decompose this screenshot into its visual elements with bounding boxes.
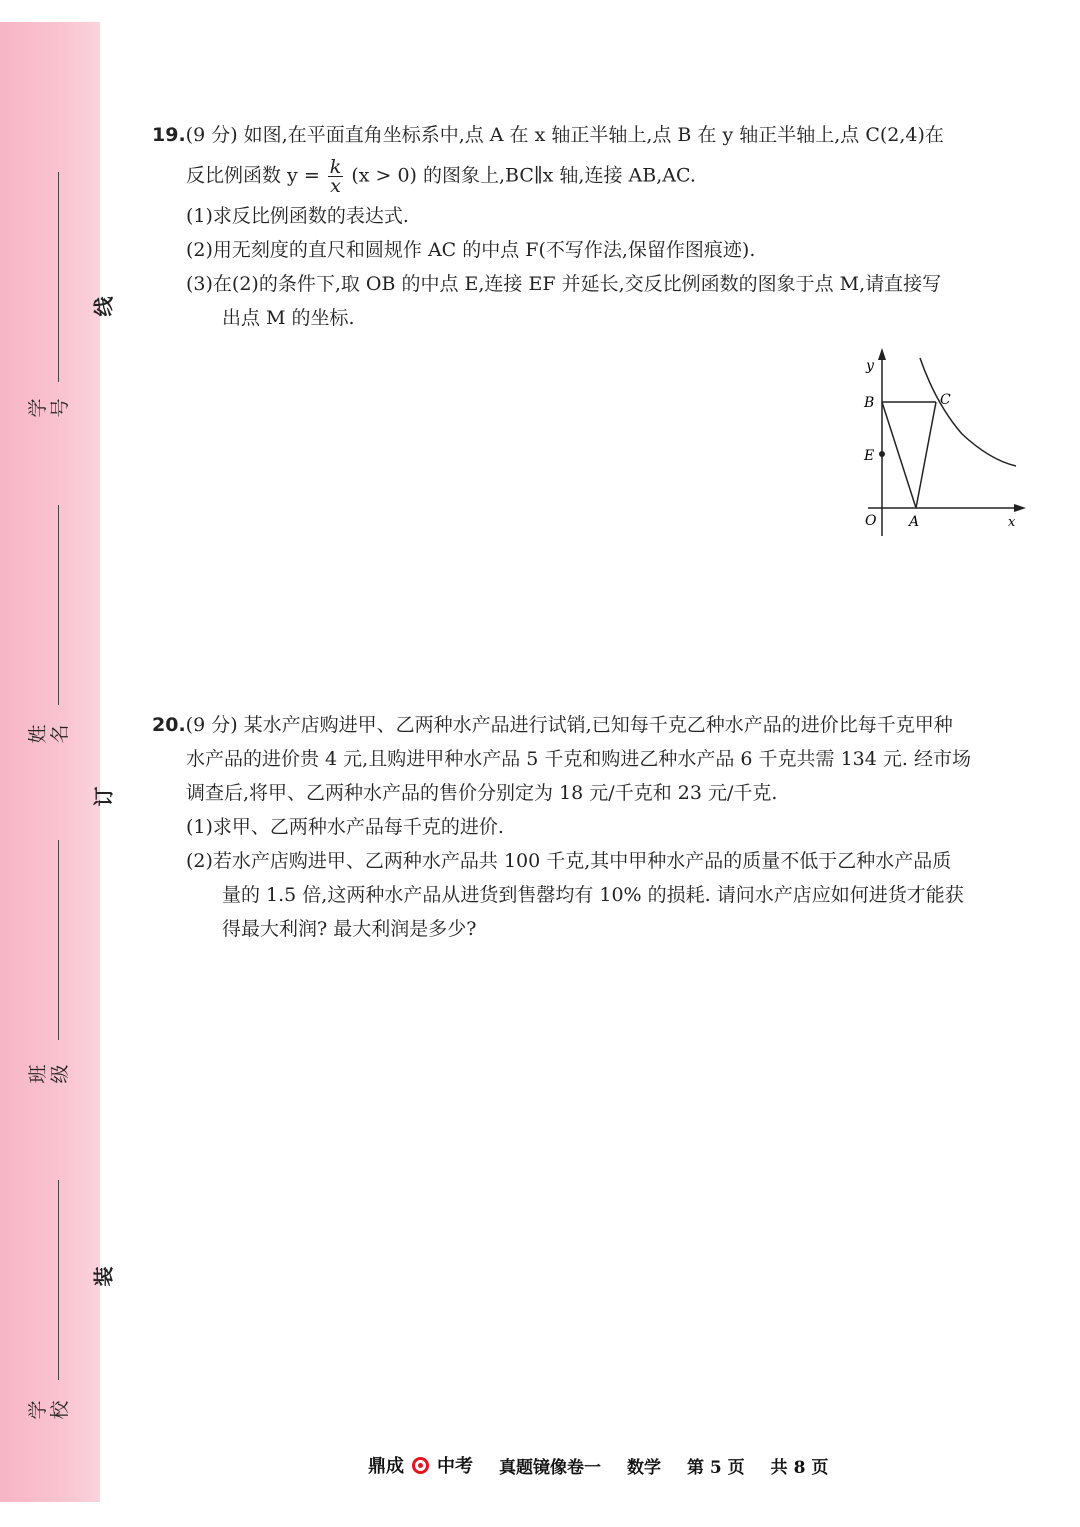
segment-ab xyxy=(882,402,916,508)
school-line xyxy=(58,1180,59,1380)
student-id-line xyxy=(58,172,59,382)
fraction-numerator: k xyxy=(329,156,342,178)
question-20-line-2: 水产品的进价贵 4 元,且购进甲种水产品 5 千克和购进乙种水产品 6 千克共需 134 元. 经市场 xyxy=(186,748,971,770)
point-e xyxy=(879,451,885,457)
label-e: E xyxy=(864,448,875,464)
question-19-number: 19. xyxy=(152,124,186,146)
segment-ac xyxy=(916,402,936,508)
y-axis-arrow xyxy=(878,348,886,360)
question-20 xyxy=(152,708,1032,946)
question-19-part-3-line-2: 出点 M 的坐标. xyxy=(222,307,355,329)
name-label: 姓名 xyxy=(27,724,71,744)
question-19-part-1: (1)求反比例函数的表达式. xyxy=(186,205,409,227)
series-title: 真题镜像卷一 xyxy=(499,1457,601,1478)
fraction-k-over-x xyxy=(328,158,344,195)
question-20-line-3: 调查后,将甲、乙两种水产品的售价分别定为 18 元/千克和 23 元/千克. xyxy=(186,782,778,804)
fraction-denominator: x xyxy=(330,175,341,197)
question-20-part-2-line-2: 量的 1.5 倍,这两种水产品从进货到售罄均有 10% 的损耗. 请问水产店应如何进货才能获 xyxy=(222,884,964,906)
question-19-intro-2-post: (x > 0) 的图象上,BC∥x 轴,连接 AB,AC. xyxy=(351,164,696,187)
label-a: A xyxy=(909,514,920,530)
question-20-part-1: (1)求甲、乙两种水产品每千克的进价. xyxy=(186,816,504,838)
question-20-line-1: (9 分) 某水产店购进甲、乙两种水产品进行试销,已知每千克乙种水产品的进价比每千克甲种 xyxy=(185,714,953,736)
label-c: C xyxy=(940,392,951,408)
subject: 数学 xyxy=(627,1457,661,1478)
brand-name-right: 中考 xyxy=(437,1456,473,1477)
x-axis-arrow xyxy=(1014,504,1026,512)
question-19-intro-2-pre: 反比例函数 y = xyxy=(186,164,320,187)
label-b: B xyxy=(864,395,875,411)
question-20-part-2-line-1: (2)若水产店购进甲、乙两种水产品共 100 千克,其中甲种水产品的质量不低于乙种水产品质 xyxy=(186,850,952,872)
bind-mark-line: 线 xyxy=(91,296,116,317)
class-line xyxy=(58,840,59,1040)
label-y: y xyxy=(866,358,874,374)
label-x: x xyxy=(1008,515,1016,530)
coordinate-figure xyxy=(850,346,1030,546)
question-20-part-2-line-3: 得最大利润? 最大利润是多少? xyxy=(222,918,477,940)
question-19-intro-1: (9 分) 如图,在平面直角坐标系中,点 A 在 x 轴正半轴上,点 B 在 y 轴正半轴上,点 C(2,4)在 xyxy=(185,124,944,146)
page-number: 第 5 页 xyxy=(687,1457,745,1478)
name-line xyxy=(58,505,59,705)
class-label: 班级 xyxy=(27,1064,71,1084)
page-total: 共 8 页 xyxy=(770,1457,829,1478)
bind-mark-bind: 装 xyxy=(91,1266,116,1287)
page-footer xyxy=(368,1452,828,1478)
question-19 xyxy=(152,118,1032,335)
binding-strip xyxy=(0,22,100,1502)
target-logo-icon xyxy=(412,1457,429,1474)
student-id-label: 学号 xyxy=(27,398,71,418)
question-20-number: 20. xyxy=(152,714,186,736)
question-19-part-2: (2)用无刻度的直尺和圆规作 AC 的中点 F(不写作法,保留作图痕迹). xyxy=(186,239,756,261)
label-o: O xyxy=(865,513,877,529)
question-19-part-3-line-1: (3)在(2)的条件下,取 OB 的中点 E,连接 EF 并延长,交反比例函数的图象于点 M,请直接写 xyxy=(186,273,942,295)
school-label: 学校 xyxy=(27,1400,71,1420)
bind-mark-staple: 订 xyxy=(91,786,116,807)
brand-name-left: 鼎成 xyxy=(368,1456,404,1477)
